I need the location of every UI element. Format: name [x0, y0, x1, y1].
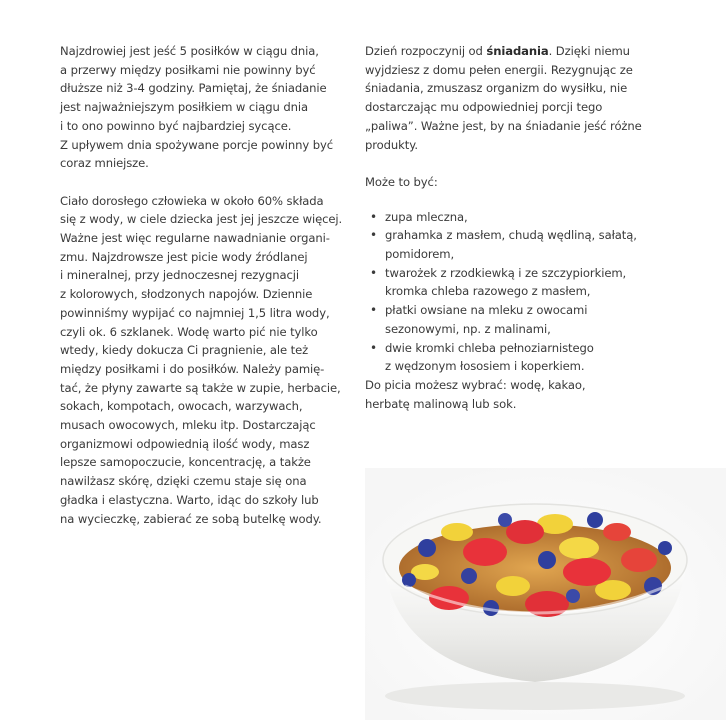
cereal-bowl-image [365, 468, 726, 720]
blueberry [587, 512, 603, 528]
pineapple-piece [559, 537, 599, 559]
pineapple-piece [496, 576, 530, 596]
keyword-breakfast: śniadania [486, 44, 549, 58]
pineapple-piece [441, 523, 473, 541]
blueberry [538, 551, 556, 569]
bullet-icon: • [370, 340, 377, 355]
blueberry [461, 568, 477, 584]
right-column [365, 42, 705, 413]
text-line: na wycieczkę, zabierać ze sobą butelkę wody. [60, 511, 322, 526]
text-line: z kolorowych, słodzonych napojów. Dziennie [60, 287, 313, 302]
bullet-icon: • [370, 209, 377, 224]
text-line: Do picia możesz wybrać: wodę, kakao, [365, 377, 586, 392]
text-line: Ciało dorosłego człowieka w około 60% składa [60, 193, 324, 208]
text-line: między posiłkami i do posiłków. Należy pamię- [60, 361, 325, 376]
list-heading: Może to być: [365, 174, 438, 189]
text-line: pomidorem, [385, 247, 455, 262]
text-line: Z upływem dnia spożywane porcje powinny być [60, 137, 334, 152]
text-line: grahamka z masłem, chudą wędliną, sałatą, [385, 228, 637, 243]
left-column [60, 42, 345, 528]
text-line: lepsze samopoczucie, koncentrację, a także [60, 455, 311, 470]
blueberry [658, 541, 672, 555]
bowl-shadow [385, 682, 685, 710]
text-line: wtedy, kiedy dokucza Ci pragnienie, ale też [60, 343, 309, 358]
text-line: jest najważniejszym posiłkiem w ciągu dnia [60, 100, 309, 115]
text-line: a przerwy między posiłkami nie powinny być [60, 62, 316, 77]
text-line: organizmowi odpowiednią ilość wody, masz [60, 436, 310, 451]
cereal-bowl-illustration [365, 468, 726, 720]
text-line: sokach, kompotach, owocach, warzywach, [60, 399, 303, 414]
strawberry [621, 548, 657, 572]
paragraph-drinks [365, 376, 705, 413]
blueberry [566, 589, 580, 603]
text-line: płatki owsiane na mleku z owocami [385, 303, 588, 318]
text-line: i mineralnej, przy jednoczesnej rezygnacji [60, 268, 300, 283]
bullet-icon: • [370, 265, 377, 280]
text-line: Ważne jest więc regularne nawadnianie organi- [60, 231, 330, 246]
strawberry [603, 523, 631, 541]
text-line: sezonowymi, np. z malinami, [385, 321, 551, 336]
text-line: Najzdrowiej jest jeść 5 posiłków w ciągu dnia, [60, 44, 319, 58]
text-line: produkty. [365, 137, 418, 152]
text-line: z wędzonym łososiem i koperkiem. [385, 359, 585, 374]
text-line: „paliwa”. Ważne jest, by na śniadanie jeść różne [365, 118, 642, 133]
text-line: nawilżasz skórę, dzięki czemu staje się ona [60, 474, 307, 489]
paragraph-meals [60, 42, 345, 173]
text-line: dostarczając mu odpowiedniej porcji tego [365, 100, 603, 115]
intro-prefix: Dzień rozpoczynij od [365, 44, 487, 58]
text-line: wyjdziesz z domu pełen energii. Rezygnując ze [365, 62, 633, 77]
breakfast-list [365, 208, 705, 376]
strawberry [506, 520, 544, 544]
list-item [365, 339, 705, 376]
strawberry [563, 558, 611, 586]
blueberry [498, 513, 512, 527]
text-line: coraz mniejsze. [60, 156, 149, 171]
text-line [365, 42, 705, 61]
text-line: czyli ok. 6 szklanek. Wodę warto pić nie tylko [60, 324, 318, 339]
text-line: tać, że płyny zawarte są także w zupie, herbacie, [60, 380, 341, 395]
paragraph-water [60, 192, 345, 529]
intro-suffix: . Dzięki niemu [548, 44, 630, 58]
paragraph-breakfast [365, 42, 705, 154]
blueberry [418, 539, 436, 557]
strawberry [463, 538, 507, 566]
text-line: powinniśmy wypijać co najmniej 1,5 litra wody, [60, 305, 330, 320]
list-item [365, 301, 705, 338]
text-line: zmu. Najzdrowsze jest picie wody źródlanej [60, 249, 308, 264]
text-line: śniadania, zmuszasz organizm do wysiłku, nie [365, 81, 628, 96]
text-line: herbatę malinową lub sok. [365, 396, 517, 411]
text-line: dłuższe niż 3-4 godziny. Pamiętaj, że śniadanie [60, 81, 327, 96]
text-line: się z wody, w ciele dziecka jest jej jeszcze więcej. [60, 212, 343, 227]
text-line: i to ono powinno być najbardziej sycące. [60, 118, 292, 133]
list-item [365, 208, 705, 227]
text-line: twarożek z rzodkiewką i ze szczypiorkiem, [385, 265, 627, 280]
list-item [365, 264, 705, 301]
list-item [365, 226, 705, 263]
text-line: zupa mleczna, [385, 209, 468, 224]
text-line: kromka chleba razowego z masłem, [385, 284, 591, 299]
bullet-icon: • [370, 228, 377, 243]
text-line: gładka i elastyczna. Warto, idąc do szkoły lub [60, 492, 319, 507]
bullet-icon: • [370, 303, 377, 318]
text-line: musach owocowych, mleku itp. Dostarczając [60, 418, 316, 433]
blueberry [402, 573, 416, 587]
text-line: dwie kromki chleba pełnoziarnistego [385, 340, 594, 355]
